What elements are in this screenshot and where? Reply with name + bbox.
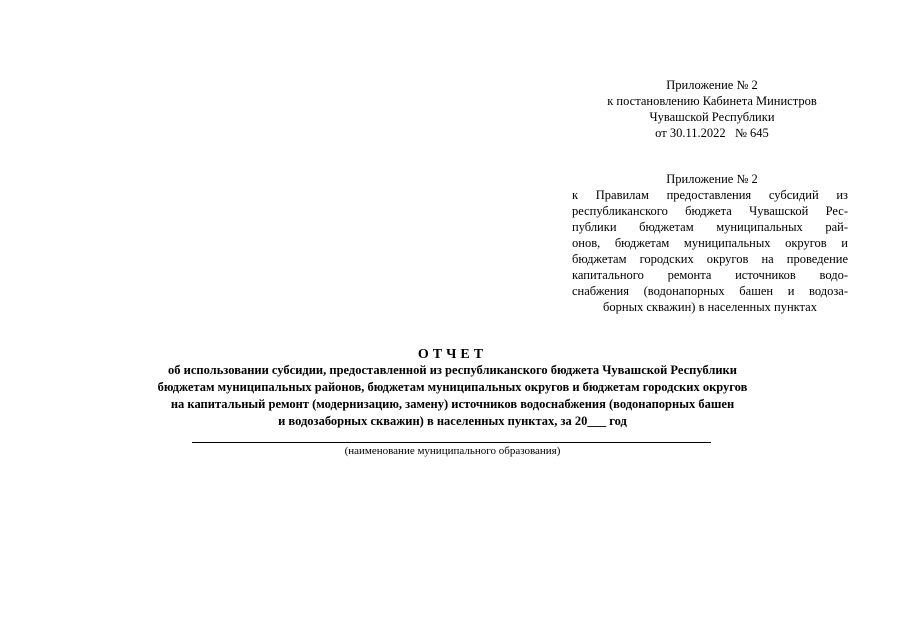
report-subtitle-line: на капитальный ремонт (модернизацию, замену) источников водоснабжения (водонапорных башен [170,397,735,411]
appendix-number: Приложение № 2 [666,78,758,92]
appendix-decree: к постановлению Кабинета Министров [607,94,817,108]
rules-line: борных скважин) в населенных пунктах [603,300,817,314]
rules-line: онов, бюджетам муниципальных округов и [572,236,848,250]
report-subtitle-line: об использовании субсидии, предоставленной из республиканского бюджета Чувашской Республики [168,363,737,377]
report-subtitle-line: и водозаборных скважин) в населенных пунктах, за 20___ год [278,414,627,428]
municipality-name-caption: (наименование муниципального образования) [344,445,561,457]
municipality-name-line [192,442,711,443]
rules-line: капитального ремонта источников водо- [572,268,848,282]
report-subtitle-line: бюджетам муниципальных районов, бюджетам муниципальных округов и бюджетам городских округов [157,380,748,394]
rules-appendix-number: Приложение № 2 [666,172,758,186]
rules-line: к Правилам предоставления субсидий из [572,188,848,202]
rules-line: республиканского бюджета Чувашской Рес- [572,204,848,218]
appendix-republic: Чувашской Республики [649,110,775,124]
rules-line: публики бюджетам муниципальных рай- [572,220,848,234]
rules-line: снабжения (водонапорных башен и водоза- [572,284,848,298]
report-heading: ОТЧЕТ [417,347,488,362]
appendix-date: от 30.11.2022 № 645 [655,126,769,140]
rules-appendix-text [572,187,848,315]
rules-line: бюджетам городских округов на проведение [572,252,848,266]
